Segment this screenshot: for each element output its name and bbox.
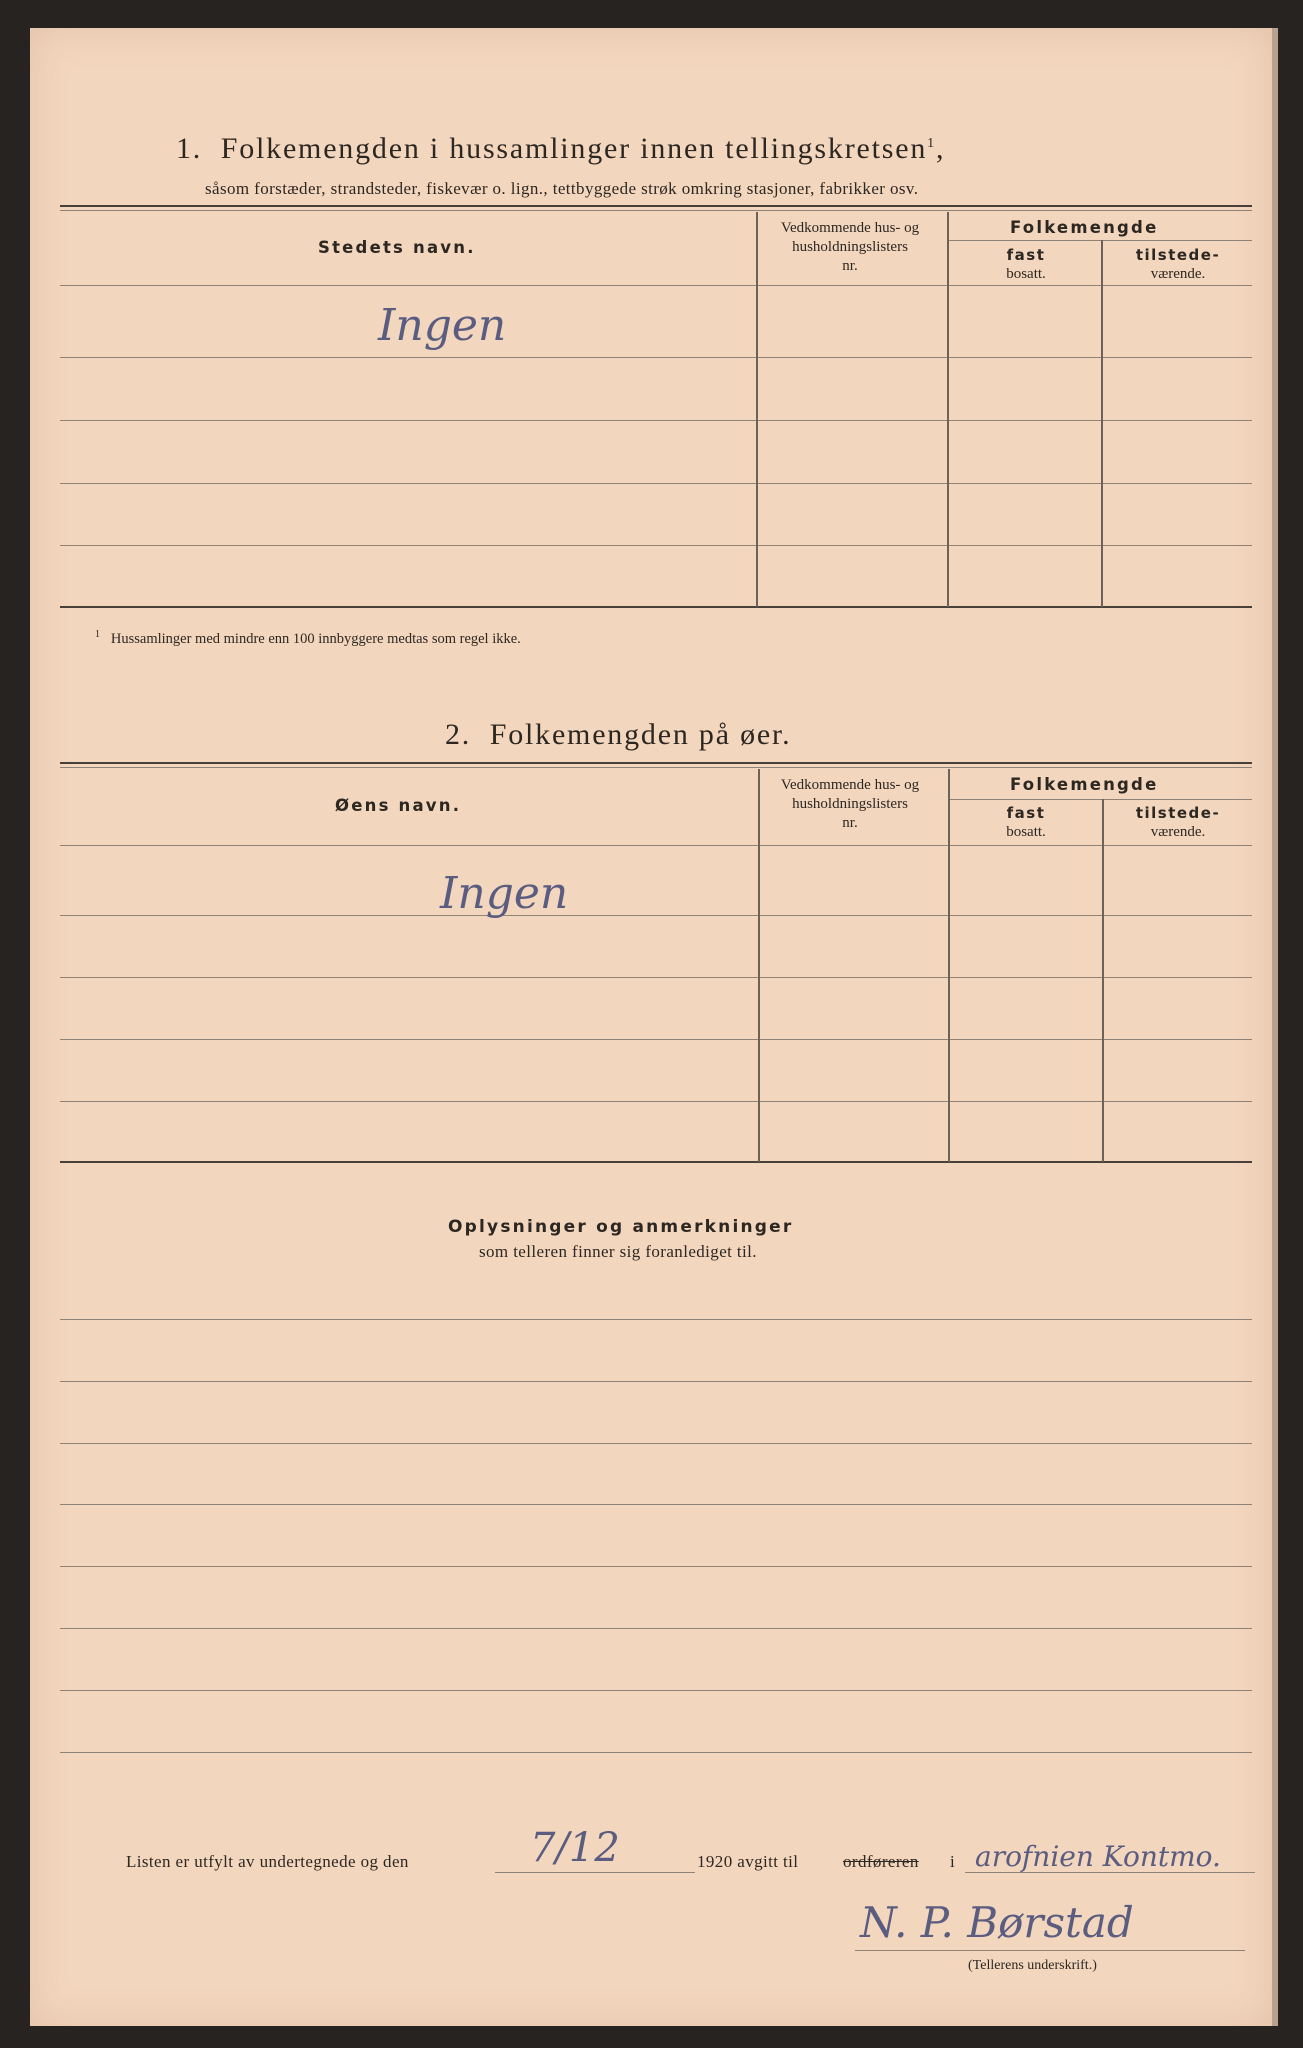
page-edge bbox=[1272, 28, 1278, 2026]
remarks-line-7 bbox=[60, 1690, 1252, 1691]
s2-col-list-l3: nr. bbox=[842, 815, 858, 831]
s1-col-list bbox=[760, 219, 940, 276]
signoff-year: 1920 avgitt til bbox=[697, 1852, 799, 1871]
s2-col-tilstede-l1: tilstede- bbox=[1135, 804, 1221, 822]
remarks-line-2 bbox=[60, 1381, 1252, 1382]
s1-vline-2 bbox=[947, 212, 949, 607]
s2-col-list bbox=[760, 776, 940, 833]
signoff-date-handwritten: 7/12 bbox=[530, 1825, 620, 1871]
section1-subtitle: såsom forstæder, strandsteder, fiskevær o. lign., tettbyggede strøk omkring stasjoner, fabrikker osv. bbox=[205, 179, 919, 198]
section1-title-sup: 1 bbox=[927, 136, 936, 151]
s2-col-group: Folkemengde bbox=[1010, 775, 1159, 794]
s2-entry-handwritten: Ingen bbox=[440, 868, 569, 919]
s2-rule-bottom bbox=[60, 1161, 1252, 1163]
remarks-line-6 bbox=[60, 1628, 1252, 1629]
s2-col-tilstede bbox=[1104, 804, 1252, 842]
signoff-recipient-handwritten: arofnien Kontmo. bbox=[975, 1840, 1221, 1873]
s2-row-rule-1 bbox=[60, 915, 1252, 916]
remarks-line-3 bbox=[60, 1443, 1252, 1444]
s1-row-rule-2 bbox=[60, 420, 1252, 421]
s2-col-name: Øens navn. bbox=[335, 796, 462, 815]
s2-vline-1 bbox=[758, 769, 760, 1162]
s2-col-tilstede-l2: værende. bbox=[1150, 824, 1206, 840]
s1-col-list-l3: nr. bbox=[842, 258, 858, 274]
s2-header-rule bbox=[60, 845, 1252, 846]
s2-row-rule-2 bbox=[60, 977, 1252, 978]
s1-group-rule bbox=[948, 240, 1252, 241]
signoff-suffix: i bbox=[950, 1852, 956, 1871]
s1-vline-3 bbox=[1101, 240, 1103, 607]
s2-group-rule bbox=[948, 799, 1252, 800]
section1-number: 1. bbox=[176, 132, 203, 165]
s1-col-list-l1: Vedkommende hus- og bbox=[780, 220, 920, 236]
s1-col-group: Folkemengde bbox=[1010, 218, 1159, 237]
s1-row-rule-3 bbox=[60, 483, 1252, 484]
s2-rule-top bbox=[60, 762, 1252, 764]
s2-col-fast bbox=[950, 804, 1102, 842]
section1-heading bbox=[176, 132, 945, 166]
s2-col-list-l2: husholdningslisters bbox=[792, 796, 908, 812]
s1-col-tilstede bbox=[1104, 246, 1252, 284]
s1-vline-1 bbox=[756, 212, 758, 607]
section2-title: Folkemengden på øer. bbox=[489, 718, 792, 751]
s2-col-fast-l2: bosatt. bbox=[1006, 824, 1046, 840]
s2-rule-top2 bbox=[60, 767, 1252, 768]
s2-vline-2 bbox=[948, 769, 950, 1162]
s1-rule-bottom bbox=[60, 606, 1252, 608]
signature-line bbox=[855, 1950, 1245, 1951]
s2-vline-3 bbox=[1102, 799, 1104, 1162]
s1-entry-handwritten: Ingen bbox=[378, 300, 507, 351]
s1-rule-top bbox=[60, 205, 1252, 207]
census-form-page bbox=[30, 28, 1272, 2026]
s1-footnote bbox=[95, 629, 521, 648]
signoff-date-line bbox=[495, 1872, 695, 1873]
remarks-line-1 bbox=[60, 1319, 1252, 1320]
remarks-line-4 bbox=[60, 1504, 1252, 1505]
s1-col-fast-l2: bosatt. bbox=[1006, 266, 1046, 282]
s1-rule-top2 bbox=[60, 210, 1252, 211]
s1-col-name: Stedets navn. bbox=[318, 238, 476, 257]
s1-header-rule bbox=[60, 285, 1252, 286]
section2-heading bbox=[445, 718, 792, 752]
remarks-line-8 bbox=[60, 1752, 1252, 1753]
section2-number: 2. bbox=[445, 718, 472, 751]
s1-row-rule-4 bbox=[60, 545, 1252, 546]
s2-row-rule-4 bbox=[60, 1101, 1252, 1102]
signoff-struck-word: ordføreren bbox=[843, 1852, 919, 1871]
section1-title-tail: , bbox=[935, 132, 946, 165]
s1-row-rule-1 bbox=[60, 357, 1252, 358]
s1-col-tilstede-l1: tilstede- bbox=[1135, 246, 1221, 264]
s1-footnote-mark: 1 bbox=[95, 629, 100, 640]
s1-col-fast bbox=[950, 246, 1102, 284]
s1-footnote-text: Hussamlinger med mindre enn 100 innbyggere medtas som regel ikke. bbox=[110, 630, 521, 647]
remarks-subtitle: som telleren finner sig foranlediget til. bbox=[479, 1242, 757, 1261]
remarks-line-5 bbox=[60, 1566, 1252, 1567]
signature-handwritten: N. P. Børstad bbox=[860, 1898, 1134, 1947]
s1-col-tilstede-l2: værende. bbox=[1150, 266, 1206, 282]
remarks-title: Oplysninger og anmerkninger bbox=[448, 1217, 794, 1237]
signoff-prefix: Listen er utfylt av undertegnede og den bbox=[126, 1852, 409, 1871]
section1-title: Folkemengden i hussamlinger innen tellingskretsen bbox=[220, 132, 928, 165]
s2-col-list-l1: Vedkommende hus- og bbox=[780, 777, 920, 793]
s1-col-fast-l1: fast bbox=[1006, 246, 1046, 264]
signature-label: (Tellerens underskrift.) bbox=[968, 1958, 1097, 1973]
s1-col-list-l2: husholdningslisters bbox=[792, 239, 908, 255]
s2-col-fast-l1: fast bbox=[1006, 804, 1046, 822]
s2-row-rule-3 bbox=[60, 1039, 1252, 1040]
